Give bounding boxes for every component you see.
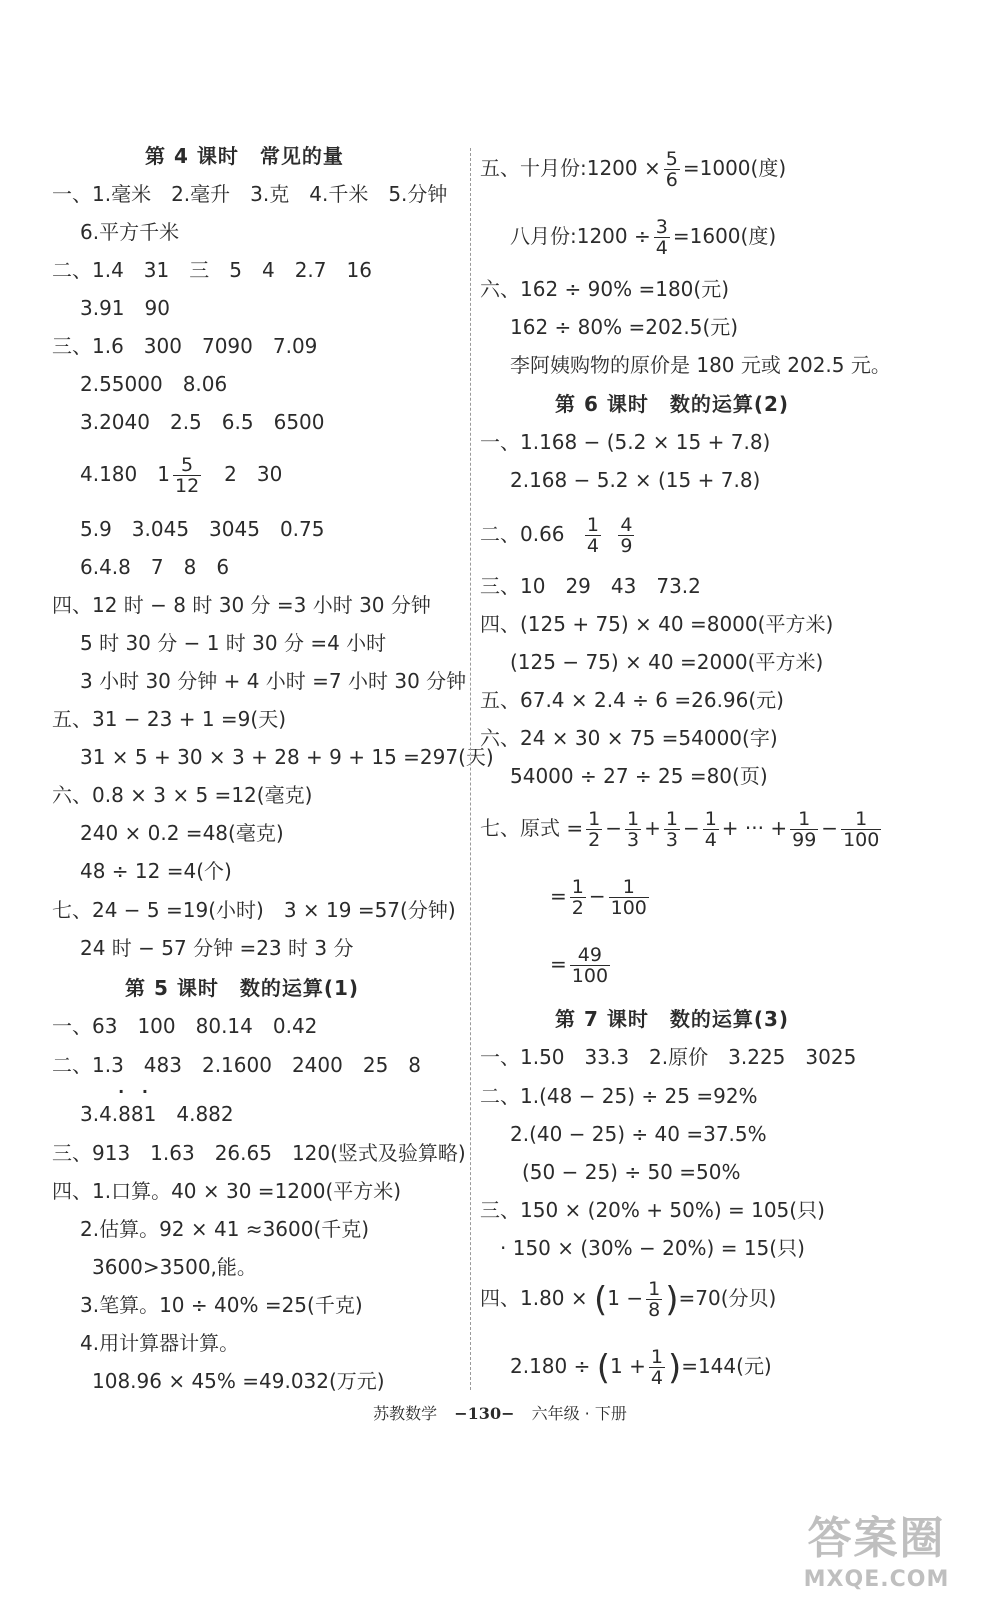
fraction (609, 877, 649, 918)
fraction-denominator: 4 (655, 237, 668, 259)
answer-line: 五、31 − 23 + 1 =9(天) (52, 707, 287, 731)
answer-text: 七、原式 = (480, 816, 584, 840)
fraction-denominator: 9 (620, 535, 633, 557)
answer-line: (50 − 25) ÷ 50 =50% (522, 1160, 741, 1184)
answer-text: 3.4. (80, 1102, 119, 1126)
right-paren-glyph: ) (667, 1347, 682, 1388)
answer-line: 2.168 − 5.2 × (15 + 7.8) (510, 468, 761, 492)
answer-line-fraction (480, 142, 786, 194)
answer-text: 八月份:1200 ÷ (510, 224, 651, 248)
answer-line: 四、12 时 − 8 时 30 分 =3 小时 30 分钟 (52, 593, 431, 617)
fraction-numerator: 1 (790, 809, 818, 830)
operator: = (550, 952, 567, 976)
repeating-dots: · · (118, 1082, 154, 1101)
answer-line-fraction (510, 1340, 772, 1392)
answer-line: 24 时 − 57 分钟 =23 时 3 分 (80, 936, 354, 960)
fraction-denominator: 12 (174, 475, 200, 497)
fraction-numerator: 1 (588, 808, 601, 830)
fraction-numerator: 1 (609, 877, 649, 898)
answer-line: 二、1.4 31 三 5 4 2.7 16 (52, 258, 372, 282)
answer-line: 三、1.6 300 7090 7.09 (52, 334, 318, 358)
fraction-numerator: 1 (650, 1346, 663, 1368)
answer-line: 3.91 90 (80, 296, 170, 320)
answer-text: 4.180 1 (80, 462, 170, 486)
fraction-denominator: 2 (571, 897, 584, 919)
answer-text: 881 (118, 1102, 157, 1126)
fraction (654, 217, 670, 258)
operator: + ··· + (721, 816, 788, 840)
left-paren-glyph: ( (594, 1279, 608, 1320)
answer-text: 2 30 (204, 462, 283, 486)
fraction-denominator: 2 (588, 829, 601, 851)
fraction-denominator: 100 (843, 829, 880, 851)
page-footer (0, 1403, 1000, 1425)
answer-line: 3.笔算。10 ÷ 40% =25(千克) (80, 1293, 363, 1317)
answer-line: 六、24 × 30 × 75 =54000(字) (480, 726, 778, 750)
fraction-numerator: 1 (626, 808, 640, 830)
fraction-denominator: 4 (704, 829, 717, 851)
answer-text: 1 − (607, 1286, 644, 1310)
answer-line: 3.2040 2.5 6.5 6500 (80, 410, 325, 434)
answer-line-fraction (80, 448, 282, 500)
answer-line: 李阿姨购物的原价是 180 元或 202.5 元。 (510, 353, 891, 377)
watermark-title: 答案圈 (807, 1513, 946, 1564)
fraction (664, 149, 680, 190)
answer-line: 6.平方千米 (80, 220, 180, 244)
fraction-numerator: 5 (173, 455, 201, 476)
fraction (625, 809, 641, 850)
right-paren-glyph: ) (665, 1279, 679, 1320)
answer-line: 六、162 ÷ 90% =180(元) (480, 277, 729, 301)
fraction (649, 1347, 665, 1388)
answer-line: 三、10 29 43 73.2 (480, 574, 701, 598)
operator: − (605, 816, 622, 840)
section-title-lesson-7: 第 7 课时 数的运算(3) (555, 1007, 790, 1031)
fraction (664, 809, 680, 850)
answer-line: 2.(40 − 25) ÷ 40 =37.5% (510, 1122, 767, 1146)
fraction-denominator: 3 (665, 829, 678, 851)
answer-line: 108.96 × 45% =49.032(万元) (92, 1369, 385, 1393)
answer-line: 一、1.毫米 2.毫升 3.克 4.千米 5.分钟 (52, 182, 448, 206)
answer-line: (125 − 75) × 40 =2000(平方米) (510, 650, 824, 674)
answer-line: 三、913 1.63 26.65 120(竖式及验算略) (52, 1141, 466, 1165)
operator: − (821, 816, 839, 840)
answer-line: 一、1.50 33.3 2.原价 3.225 3025 (480, 1045, 857, 1069)
answer-line-fraction (480, 1272, 776, 1324)
fraction-denominator: 8 (648, 1299, 661, 1321)
fraction-numerator: 4 (620, 514, 633, 536)
answer-line: 6.4.8 7 8 6 (80, 555, 230, 579)
answer-text: 二、0.66 (480, 522, 565, 546)
answer-line: 240 × 0.2 =48(毫克) (80, 821, 284, 845)
page-number: −130− (454, 1404, 515, 1423)
fraction (173, 455, 201, 496)
fraction (585, 515, 601, 556)
fraction-denominator: 100 (610, 897, 647, 919)
fraction-denominator: 6 (665, 169, 678, 191)
answer-text: 四、1.80 × (480, 1286, 588, 1310)
answer-line: 2.估算。92 × 41 ≈3600(千克) (80, 1217, 370, 1241)
answer-line-fraction (510, 210, 776, 262)
column-divider (470, 148, 471, 1390)
answer-line-telescoping (480, 802, 884, 854)
fraction-denominator: 3 (626, 829, 640, 851)
footer-grade: 六年级 · 下册 (531, 1404, 627, 1423)
fraction-numerator: 1 (586, 514, 599, 536)
fraction-numerator: 1 (841, 809, 881, 830)
operator: = (550, 884, 567, 908)
answer-line: 一、1.168 − (5.2 × 15 + 7.8) (480, 430, 771, 454)
answer-line: 3 小时 30 分钟 + 4 小时 =7 小时 30 分钟 (80, 669, 467, 693)
answer-line: 二、1.(48 − 25) ÷ 25 =92% (480, 1084, 758, 1108)
section-title-lesson-4: 第 4 课时 常见的量 (145, 144, 344, 168)
fraction-numerator: 3 (655, 216, 668, 238)
answer-text: 2.180 ÷ (510, 1354, 591, 1378)
watermark-url: MXQE.COM (803, 1567, 950, 1592)
answer-text: =70(分贝) (678, 1286, 777, 1310)
operator: − (588, 884, 606, 908)
answer-line: 31 × 5 + 30 × 3 + 28 + 9 + 15 =297(天) (80, 745, 494, 769)
section-title-lesson-5: 第 5 课时 数的运算(1) (125, 976, 360, 1000)
answer-line-fraction (550, 870, 652, 922)
fraction (646, 1279, 662, 1320)
answer-line: 162 ÷ 80% =202.5(元) (510, 315, 739, 339)
repeating-digits (118, 1082, 157, 1128)
answer-text: 五、十月份:1200 × (480, 156, 661, 180)
fraction (841, 809, 881, 850)
answer-text: =1600(度) (672, 224, 777, 248)
answer-line: · 150 × (30% − 20%) = 15(只) (500, 1236, 805, 1260)
fraction-numerator: 1 (665, 808, 678, 830)
answer-line-fraction (550, 938, 613, 990)
fraction-denominator: 100 (571, 965, 609, 987)
answer-line-fractions (480, 508, 637, 560)
fraction-denominator: 4 (650, 1367, 663, 1389)
fraction-numerator: 49 (570, 945, 610, 966)
answer-line: 四、1.口算。40 × 30 =1200(平方米) (52, 1179, 402, 1203)
answer-line: 七、24 − 5 =19(小时) 3 × 19 =57(分钟) (52, 898, 456, 922)
fraction-numerator: 5 (665, 148, 678, 170)
fraction (586, 809, 602, 850)
answer-line: 五、67.4 × 2.4 ÷ 6 =26.96(元) (480, 688, 784, 712)
answer-line: 3600>3500,能。 (92, 1255, 257, 1279)
answer-line: 48 ÷ 12 =4(个) (80, 859, 232, 883)
fraction (790, 809, 818, 850)
left-paren-glyph: ( (596, 1347, 610, 1388)
fraction (570, 945, 610, 986)
answer-line: 4.用计算器计算。 (80, 1331, 240, 1355)
answer-line: 一、63 100 80.14 0.42 (52, 1014, 318, 1038)
fraction-numerator: 1 (648, 1278, 661, 1300)
answer-line: 54000 ÷ 27 ÷ 25 =80(页) (510, 764, 768, 788)
operator: − (682, 816, 700, 840)
fraction (703, 809, 719, 850)
operator: + (644, 816, 661, 840)
fraction (570, 877, 586, 918)
answer-line-repeating-decimal (80, 1082, 234, 1128)
fraction-numerator: 1 (704, 808, 717, 830)
answer-line: 四、(125 + 75) × 40 =8000(平方米) (480, 612, 834, 636)
answer-text: =144(元) (681, 1354, 772, 1378)
answer-line: 5.9 3.045 3045 0.75 (80, 517, 325, 541)
footer-subject: 苏教数学 (373, 1404, 438, 1423)
fraction-numerator: 1 (571, 876, 584, 898)
fraction-denominator: 99 (792, 829, 817, 851)
fraction-denominator: 4 (586, 535, 599, 557)
answer-line: 二、1.3 483 2.1600 2400 25 8 (52, 1053, 422, 1077)
answer-text: =1000(度) (682, 156, 787, 180)
answer-text: 4.882 (156, 1102, 234, 1126)
answer-line: 5 时 30 分 − 1 时 30 分 =4 小时 (80, 631, 387, 655)
answer-line: 2.55000 8.06 (80, 372, 228, 396)
section-title-lesson-6: 第 6 课时 数的运算(2) (555, 392, 790, 416)
answer-text: 1 + (610, 1354, 646, 1378)
fraction (618, 515, 634, 556)
answer-line: 三、150 × (20% + 50%) = 105(只) (480, 1198, 825, 1222)
answer-line: 六、0.8 × 3 × 5 =12(毫克) (52, 783, 313, 807)
watermark-logo (779, 1512, 974, 1608)
